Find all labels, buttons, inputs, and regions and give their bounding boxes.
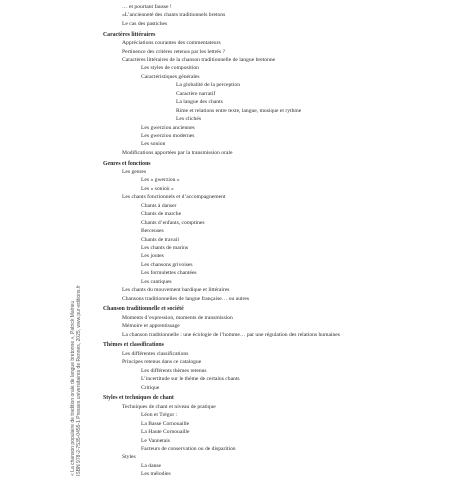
toc-entry: La chanson traditionnelle : une écologie de l’homme… par une régulation des relations humaines — [122, 331, 340, 338]
section-heading: Styles et techniques de chant — [103, 395, 174, 402]
toc-entry: «L’ancienneté des chants traditionnels bretons — [122, 12, 226, 19]
toc-entry: Les joutes — [141, 253, 164, 260]
toc-entry: Les chansons grivoises — [141, 261, 193, 268]
section-heading: Thèmes et classifications — [103, 342, 164, 349]
toc-entry: Berceuses — [141, 228, 164, 235]
toc-entry: Les chants du mouvement bardique et littéraires — [122, 287, 230, 294]
toc-entry: Styles — [122, 454, 136, 461]
toc-entry: Les chants de marins — [141, 245, 189, 251]
toc-entry: Mémoire et apprentissage — [122, 323, 180, 330]
toc-entry: Pertinence des critères retenus par les lettrés ? — [122, 48, 225, 55]
toc-entry: Techniques de chant et niveau de pratique — [122, 403, 216, 410]
toc-entry: Rime et relations entre texte, langue, musique et rythme — [176, 107, 302, 114]
toc-entry: Les différentes classifications — [122, 350, 189, 357]
toc-entry: Le cas des pastiches — [122, 20, 168, 27]
toc-entry: L’incertitude sur le thème de certains chants — [141, 376, 240, 383]
toc-entry: Les « sonioù » — [141, 185, 174, 192]
toc-entry: Chants à danser — [141, 202, 177, 209]
toc-entry: Chants d’enfants, comptines — [141, 219, 205, 226]
toc-entry: Caractères littéraires de la chanson traditionnelle de langue bretonne — [122, 56, 276, 63]
toc-entry: Les styles de composition — [141, 65, 199, 72]
toc-entry: Modifications apportées par la transmission orale — [122, 149, 233, 156]
toc-entry: Les gwerziou anciennes — [141, 124, 195, 131]
toc-entry: Les mélodies — [141, 471, 171, 478]
toc-entry: Les genres — [122, 168, 147, 175]
toc-entry: Les différents thèmes retenus — [141, 367, 207, 374]
toc-entry: … et pourtant fausse ! — [122, 4, 172, 10]
side-note-publisher: ISBN 978-2-7535-0455-1 Presses universitaires de Rennes, 2025, www.pur-editions.fr — [76, 285, 82, 476]
toc-entry: Les clichés — [176, 116, 202, 123]
toc-entry: Léon et Trégor : — [141, 412, 178, 419]
toc-entry: Les « gwerziou » — [141, 177, 180, 184]
side-note-title: « La chanson populaire de tradition orale de langue bretonne », Patrick Malrieu — [70, 300, 76, 476]
toc-entry: Les sonion — [141, 141, 166, 148]
toc-entry: Facteurs de conservation ou de disparition — [141, 445, 236, 452]
toc-entry: Principes retenus dans ce catalogue — [122, 359, 202, 366]
toc-entry: La Haute Cornouaille — [141, 429, 190, 435]
side-note — [70, 285, 82, 476]
toc-entry: Caractère narratif — [176, 90, 216, 97]
toc-entry: La langue des chants — [176, 99, 223, 106]
toc-entry: Les chants fonctionnels et d’accompagnement — [122, 194, 226, 201]
toc-entry: Les formulettes chantées — [141, 270, 197, 277]
toc-entry: Les cantiques — [141, 278, 172, 285]
toc-entry: Moments d’expression, moments de transmission — [122, 314, 233, 321]
toc-entry: Le Vannetais — [141, 437, 170, 444]
toc-entry: La danse — [141, 462, 162, 469]
toc-entry: Critique — [141, 384, 160, 391]
section-heading: Genres et fonctions — [103, 160, 151, 167]
section-heading: Caractères littéraires — [103, 31, 156, 38]
toc-entry: La globalité de la perception — [176, 82, 240, 89]
toc-entry: Chants de marche — [141, 211, 182, 218]
toc-entry: Chants de travail — [141, 236, 179, 243]
toc-entry: Appréciations courantes des commentateurs — [122, 40, 221, 46]
toc-entry: La Basse Cornouaille — [141, 420, 190, 427]
section-heading: Chanson traditionnelle et société — [103, 306, 184, 313]
toc-entry: Caractéristiques générales — [141, 73, 200, 80]
toc-entry: Chansons traditionnelles de langue française… ou autres — [122, 295, 250, 302]
toc-entry: Les gwerziou modernes — [141, 133, 195, 139]
